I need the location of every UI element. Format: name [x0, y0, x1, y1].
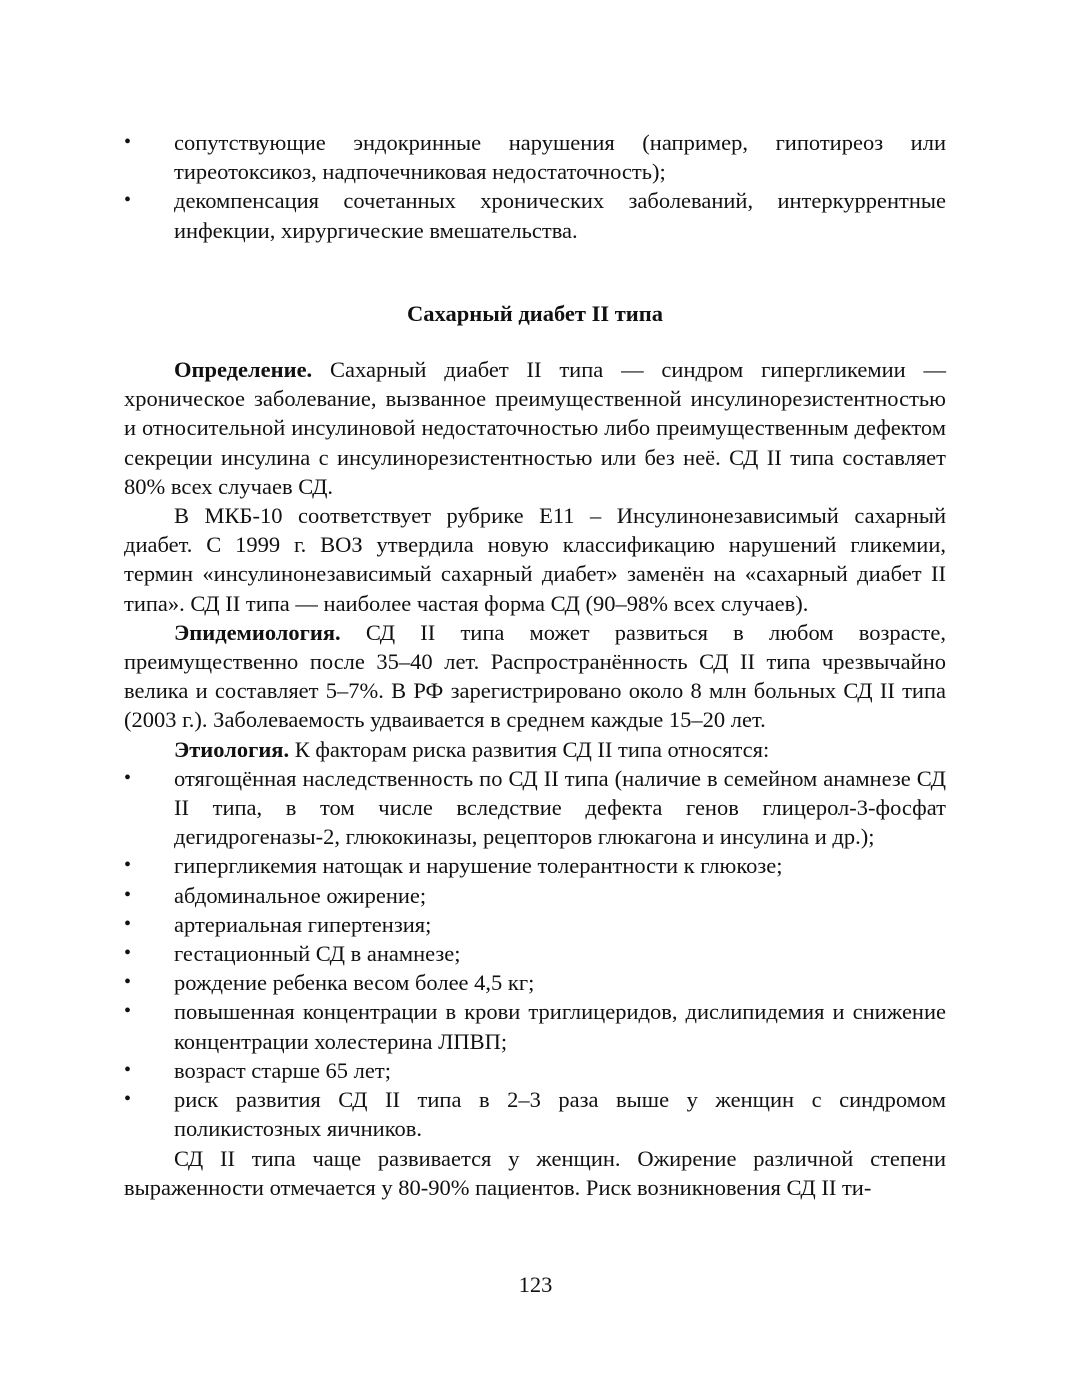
risk-factor-list [124, 764, 946, 1144]
mkb-paragraph: В МКБ-10 соответствует рубрике Е11 – Инсулинонезависимый сахарный диабет. С 1999 г. ВОЗ утвердила новую классификацию нарушений гликемии, термин «инсулинонезависимый сахарный диабет» заменён на «сахарный диабет II типа». СД II типа — наиболее частая форма СД (90–98% всех случаев). [124, 503, 946, 616]
epidemiology-lead: Эпидемиология. [174, 619, 341, 645]
etiology-paragraph [124, 735, 946, 764]
list-item: • повышенная концентрации в крови триглицеридов, дислипидемия и снижение концентрации холестерина ЛПВП; [124, 997, 946, 1055]
definition-paragraph [124, 355, 946, 501]
definition-text: Сахарный диабет II типа — синдром гипергликемии — хроническое заболевание, вызванное преимущественной инсулинорезистентностью и относительной инсулиновой недостаточностью либо преимущественным дефектом секреции инсулина с инсулинорезистентностью или без неё. СД II типа составляет 80% всех случаев СД. [124, 357, 946, 499]
epidemiology-paragraph [124, 618, 946, 735]
closing-paragraph: СД II типа чаще развивается у женщин. Ожирение различной степени выраженности отмечается у 80-90% пациентов. Риск возникновения СД II ти- [124, 1145, 946, 1200]
definition-lead: Определение. [174, 357, 313, 383]
etiology-text: К факторам риска развития СД II типа относятся: [289, 736, 770, 762]
list-item: • декомпенсация сочетанных хронических заболеваний, интеркуррентные инфекции, хирургические вмешательства. [124, 186, 946, 244]
etiology-lead: Этиология. [174, 736, 290, 762]
list-item: • артериальная гипертензия; [124, 910, 946, 939]
page-body [124, 128, 946, 1202]
page-number: 123 [518, 1272, 553, 1297]
top-bullet-list [124, 128, 946, 245]
list-item: • возраст старше 65 лет; [124, 1056, 946, 1085]
epidemiology-text: СД II типа может развиться в любом возрасте, преимущественно после 35–40 лет. Распространённость СД II типа чрезвычайно велика и составляет 5–7%. В РФ зарегистрировано около 8 млн больных СД II типа (2003 г.). Заболеваемость удваивается в среднем каждые 15–20 лет. [124, 619, 946, 733]
list-item: • абдоминальное ожирение; [124, 881, 946, 910]
list-item: • гестационный СД в анамнезе; [124, 939, 946, 968]
list-item: • рождение ребенка весом более 4,5 кг; [124, 968, 946, 997]
list-item: • отягощённая наследственность по СД II типа (наличие в семейном анамнезе СД II типа, в том числе вследствие дефекта генов глицерол-3-фосфат дегидрогеназы-2, глюкокиназы, рецепторов глюкагона и инсулина и др.); [124, 764, 946, 852]
list-item: • сопутствующие эндокринные нарушения (например, гипотиреоз или тиреотоксикоз, надпочечниковая недостаточность); [124, 128, 946, 186]
list-item: • гипергликемия натощак и нарушение толерантности к глюкозе; [124, 851, 946, 880]
section-title: Сахарный диабет II типа [407, 300, 663, 326]
list-item: • риск развития СД II типа в 2–3 раза выше у женщин с синдромом поликистозных яичников. [124, 1085, 946, 1143]
